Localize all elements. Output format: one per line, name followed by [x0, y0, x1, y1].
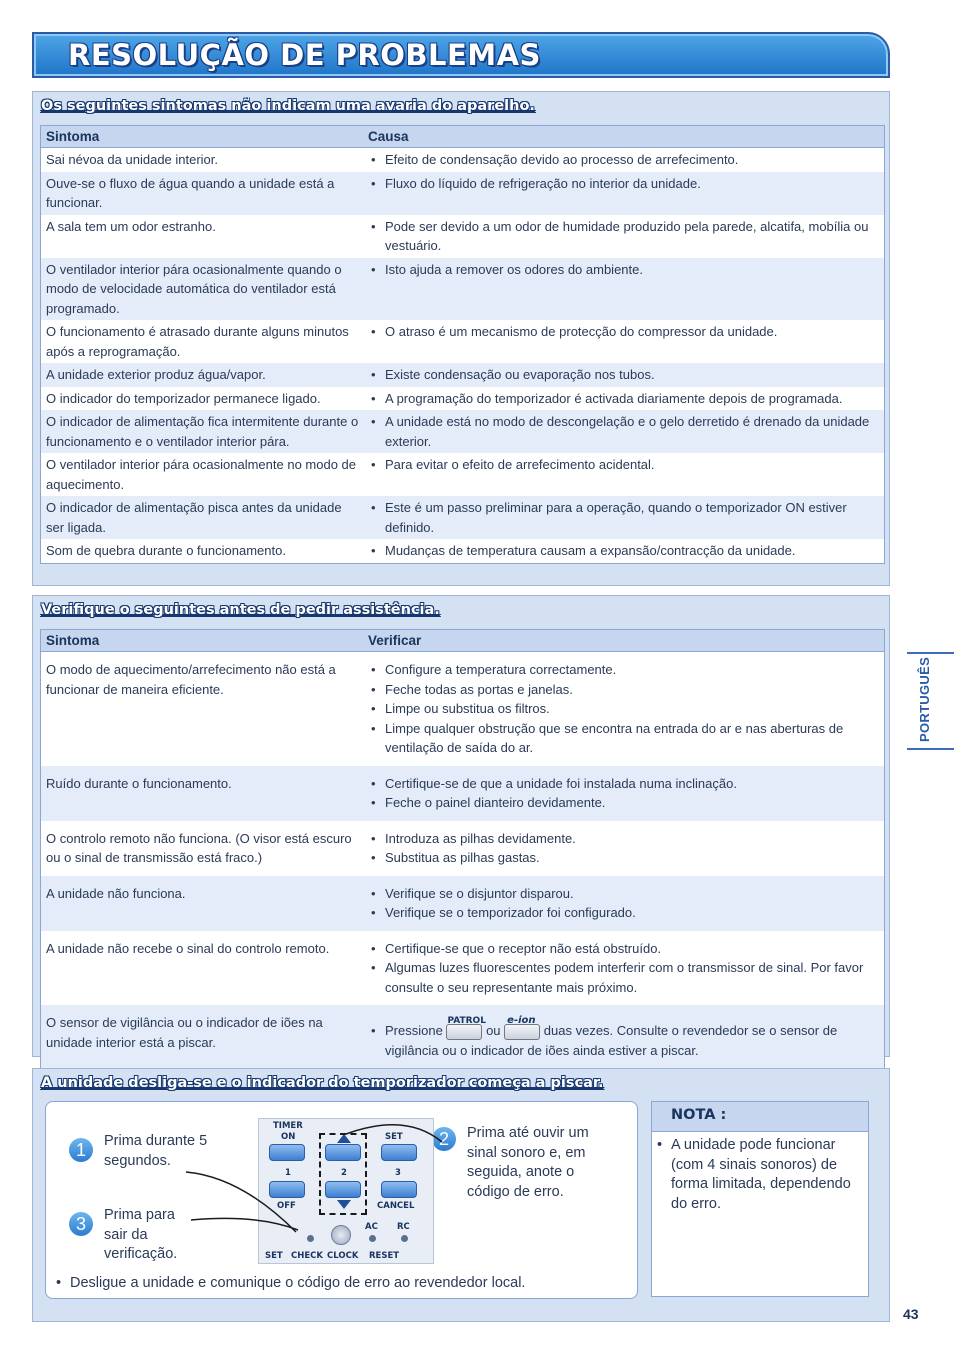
bullet-item — [371, 389, 878, 409]
bullet: • — [371, 795, 376, 810]
bullet-item — [371, 455, 878, 475]
bullet-item — [371, 174, 878, 194]
bullet: • — [371, 457, 376, 472]
check-text: Certifique-se que o receptor não está obstruído. — [385, 940, 662, 956]
table-row — [41, 453, 884, 496]
table-row — [41, 496, 884, 539]
label-on: ON — [281, 1132, 296, 1142]
cause-text: Isto ajuda a remover os odores do ambiente. — [385, 261, 643, 277]
table-row — [41, 931, 884, 1006]
section-timer-blink — [32, 1068, 890, 1322]
check-cell — [363, 882, 884, 925]
check-cell — [363, 1011, 884, 1062]
check-text: Substitua as pilhas gastas. — [385, 850, 540, 865]
bullet-item — [371, 793, 878, 813]
bullet-item — [371, 541, 878, 561]
bullet: • — [371, 701, 376, 716]
table-row — [41, 172, 884, 215]
bullet: • — [56, 1275, 62, 1291]
note-text: • A unidade pode funcionar (com 4 sinais sonoros) de forma limitada, dependendo do erro. — [652, 1132, 868, 1214]
bullet: • — [371, 218, 376, 234]
bullet-item — [371, 660, 878, 680]
page-number: 43 — [903, 1306, 919, 1322]
section-heading: Os seguintes sintomas não indicam uma avaria do aparelho. — [41, 98, 535, 114]
highlight-dashed-box — [319, 1133, 367, 1215]
bullet: • — [657, 1137, 663, 1153]
rc-dot[interactable] — [401, 1235, 408, 1242]
cause-text: A programação do temporizador é activada diariamente depois de programada. — [385, 390, 843, 406]
bullet-item — [371, 848, 878, 868]
bullet: • — [371, 175, 376, 191]
bullet-item — [371, 498, 878, 537]
bullet-item — [371, 322, 878, 342]
cause-text: Pode ser devido a um odor de humidade produzido pela parede, alcatifa, mobília ou vestuário. — [385, 218, 869, 253]
table-row — [41, 652, 884, 766]
bullet-item — [371, 958, 878, 997]
timer-on-button[interactable] — [269, 1144, 305, 1161]
symptom-cell: O funcionamento é atrasado durante alguns minutos após a reprogramação. — [46, 324, 349, 359]
label-cancel: CANCEL — [377, 1201, 415, 1211]
table-row — [41, 215, 884, 258]
bullet-item — [371, 884, 878, 904]
symptom-cell: O controlo remoto não funciona. (O visor está escuro ou o sinal de transmissão está fraco.) — [46, 830, 352, 865]
bullet-item — [371, 939, 878, 959]
symptom-check-table — [40, 629, 885, 1069]
footer-bullet-text: • Desligue a unidade e comunique o código de erro ao revendedor local. — [56, 1274, 626, 1294]
symptom-cell: A unidade não recebe o sinal do controlo remoto. — [46, 940, 330, 956]
bullet-item — [371, 365, 878, 385]
bullet-item — [371, 217, 878, 256]
bullet-item — [371, 150, 878, 170]
symptom-cell: A sala tem um odor estranho. — [46, 218, 216, 234]
bullet: • — [371, 775, 376, 791]
check-text: Introduza as pilhas devidamente. — [385, 830, 576, 846]
check-cell — [363, 772, 884, 815]
symptom-cell: O indicador de alimentação fica intermitente durante o funcionamento e o ventilador interior pára. — [46, 414, 359, 449]
table-row — [41, 539, 884, 563]
cause-text: A unidade está no modo de descongelação e o gelo derretido é drenado da unidade exterior. — [385, 414, 870, 449]
bullet: • — [371, 885, 376, 901]
page-title: RESOLUÇÃO DE PROBLEMAS — [68, 38, 541, 72]
bullet-item — [371, 774, 878, 794]
check-text: Algumas luzes fluorescentes podem interferir com o transmissor de sinal. Por favor consulte o seu representante mais próximo. — [385, 960, 864, 995]
label-3: 3 — [395, 1168, 401, 1178]
timer-cancel-button[interactable] — [381, 1181, 417, 1198]
ac-dot[interactable] — [369, 1235, 376, 1242]
table-row — [41, 258, 884, 321]
bullet-item — [371, 1014, 878, 1060]
check-text: Configure a temperatura correctamente. — [385, 662, 617, 677]
table-row — [41, 320, 884, 363]
label-1: 1 — [285, 1168, 291, 1178]
cause-cell — [363, 387, 884, 411]
cause-cell — [363, 453, 884, 496]
bullet: • — [371, 720, 376, 736]
cause-cell — [363, 148, 884, 172]
or-text: ou — [486, 1023, 501, 1038]
cause-cell — [363, 215, 884, 258]
table-row — [41, 410, 884, 453]
table-row — [41, 821, 884, 876]
symptom-cell: O ventilador interior pára ocasionalmente quando o modo de velocidade automática do ventilador está programado. — [46, 261, 342, 316]
section-check-before-service — [32, 595, 890, 1057]
bullet: • — [371, 662, 376, 677]
symptom-cell: Som de quebra durante o funcionamento. — [46, 543, 286, 558]
symptom-cell: O ventilador interior pára ocasionalmente no modo de aquecimento. — [46, 457, 357, 492]
symptom-cell: Sai névoa da unidade interior. — [46, 152, 219, 167]
bullet: • — [371, 152, 376, 167]
bullet-item — [371, 829, 878, 849]
bullet-item — [371, 903, 878, 923]
bullet-item — [371, 680, 878, 700]
bullet-item — [371, 699, 878, 719]
note-title: NOTA : — [652, 1102, 868, 1132]
step-3-number: 3 — [69, 1212, 93, 1236]
bullet-item — [371, 412, 878, 451]
bullet: • — [371, 261, 376, 277]
table-row — [41, 148, 884, 172]
timer-off-button[interactable] — [269, 1181, 305, 1198]
patrol-label: PATROL — [447, 1015, 486, 1026]
check-cell — [363, 827, 884, 870]
check-text — [385, 1014, 878, 1060]
label-ac: AC — [365, 1222, 378, 1232]
col-header-check: Verificar — [368, 633, 422, 648]
col-header-cause: Causa — [368, 129, 409, 144]
bullet: • — [371, 850, 376, 865]
col-header-symptom: Sintoma — [46, 633, 100, 648]
bullet: • — [371, 390, 376, 406]
language-tab — [907, 652, 954, 750]
post-text: duas vezes. Consulte o revendedor se o sensor de vigilância ou o indicador de iões ainda estiver a piscar. — [385, 1023, 838, 1058]
title-banner — [32, 32, 890, 78]
check-text: Verifique se o disjuntor disparou. — [385, 885, 574, 901]
note-box — [651, 1101, 869, 1297]
check-text: Feche todas as portas e janelas. — [385, 681, 573, 697]
table-row — [41, 766, 884, 821]
bullet-item — [371, 719, 878, 758]
check-cell — [363, 937, 884, 1000]
remote-control-illustration — [258, 1118, 434, 1264]
table-header — [41, 126, 884, 148]
timer-set-button[interactable] — [381, 1144, 417, 1161]
cause-cell — [363, 258, 884, 321]
bullet: • — [371, 324, 376, 339]
symptom-cell: A unidade não funciona. — [46, 885, 186, 901]
bullet: • — [371, 960, 376, 975]
check-text: Verifique se o temporizador foi configurado. — [385, 905, 636, 920]
procedure-box — [45, 1101, 638, 1299]
bullet: • — [371, 681, 376, 697]
cause-text: Efeito de condensação devido ao processo de arrefecimento. — [385, 152, 739, 167]
check-cell — [363, 658, 884, 760]
cause-cell — [363, 410, 884, 453]
section-heading: A unidade desliga-se e o indicador do temporizador começa a piscar. — [41, 1075, 604, 1091]
check-dot[interactable] — [307, 1235, 314, 1242]
label-rc: RC — [397, 1222, 410, 1232]
cause-cell — [363, 320, 884, 363]
cause-text: O atraso é um mecanismo de protecção do compressor da unidade. — [385, 324, 778, 339]
label-reset: RESET — [369, 1251, 400, 1261]
symptom-cause-table — [40, 125, 885, 564]
symptom-cell: Ruído durante o funcionamento. — [46, 775, 232, 791]
language-label: PORTUGUÊS — [917, 656, 932, 742]
symptom-cell: O indicador do temporizador permanece ligado. — [46, 390, 321, 406]
col-header-symptom: Sintoma — [46, 129, 100, 144]
cause-cell — [363, 363, 884, 387]
press-text: Pressione — [385, 1023, 443, 1038]
patrol-button[interactable] — [446, 1015, 486, 1040]
e-ion-label: e-ion — [507, 1014, 536, 1026]
table-header — [41, 630, 884, 652]
section-not-faults — [32, 91, 890, 586]
table-row — [41, 363, 884, 387]
bullet: • — [371, 1023, 376, 1038]
label-set: SET — [265, 1251, 283, 1261]
label-timer: TIMER — [273, 1121, 303, 1131]
label-off: OFF — [277, 1201, 296, 1211]
bullet: • — [371, 905, 376, 920]
step-3-text: Prima para sair da verificação. — [104, 1207, 178, 1262]
step-1-text: Prima durante 5 segundos. — [104, 1133, 208, 1169]
symptom-cell: O sensor de vigilância ou o indicador de iões na unidade interior está a piscar. — [46, 1015, 323, 1050]
check-text: Limpe qualquer obstrução que se encontra na entrada do ar e nas aberturas de ventilação de saída do ar. — [385, 720, 844, 755]
bullet-item — [371, 260, 878, 280]
bullet: • — [371, 543, 376, 558]
bullet: • — [371, 940, 376, 956]
symptom-cell: A unidade exterior produz água/vapor. — [46, 367, 266, 382]
cause-text: Este é um passo preliminar para a operação, quando o temporizador ON estiver definido. — [385, 500, 847, 535]
step-2-text: Prima até ouvir um sinal sonoro e, em seguida, anote o código de erro. — [467, 1125, 589, 1200]
cause-cell — [363, 496, 884, 539]
bullet: • — [371, 500, 376, 515]
label-check: CHECK — [291, 1251, 323, 1261]
step-2-number: 2 — [432, 1127, 456, 1151]
cause-cell — [363, 539, 884, 563]
cause-cell — [363, 172, 884, 215]
table-row — [41, 1005, 884, 1068]
check-text: Feche o painel dianteiro devidamente. — [385, 795, 606, 810]
bullet: • — [371, 830, 376, 846]
label-set-top: SET — [385, 1132, 403, 1142]
clock-button[interactable] — [331, 1225, 351, 1245]
check-text: Certifique-se de que a unidade foi instalada numa inclinação. — [385, 775, 737, 791]
symptom-cell: O indicador de alimentação pisca antes da unidade ser ligada. — [46, 500, 342, 535]
table-row — [41, 876, 884, 931]
cause-text: Mudanças de temperatura causam a expansão/contracção da unidade. — [385, 543, 796, 558]
cause-text: Existe condensação ou evaporação nos tubos. — [385, 367, 655, 382]
symptom-cell: Ouve-se o fluxo de água quando a unidade está a funcionar. — [46, 175, 335, 210]
cause-text: Fluxo do líquido de refrigeração no interior da unidade. — [385, 175, 701, 191]
section-heading: Verifique o seguintes antes de pedir assistência. — [41, 602, 440, 618]
step-1-number: 1 — [69, 1138, 93, 1162]
bullet: • — [371, 414, 376, 429]
label-clock: CLOCK — [327, 1251, 359, 1261]
e-ion-button[interactable] — [504, 1014, 540, 1040]
bullet: • — [371, 367, 376, 382]
cause-text: Para evitar o efeito de arrefecimento acidental. — [385, 457, 655, 472]
table-row — [41, 387, 884, 411]
symptom-cell: O modo de aquecimento/arrefecimento não está a funcionar de maneira eficiente. — [46, 662, 336, 697]
label-2: 2 — [341, 1168, 347, 1178]
check-text: Limpe ou substitua os filtros. — [385, 701, 550, 716]
